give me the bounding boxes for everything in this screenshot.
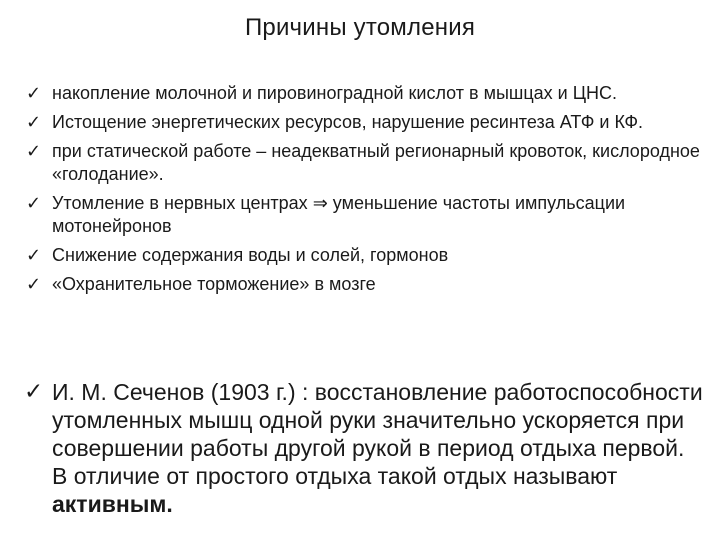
list-item: [28, 273, 708, 296]
list-item-text-before: Утомление в нервных центрах: [52, 193, 313, 213]
list-item: [28, 111, 708, 134]
list-item: [28, 244, 708, 267]
list-item-text: Снижение содержания воды и солей, гормонов: [52, 245, 449, 265]
slide-title: Причины утомления: [244, 14, 476, 41]
causes-list: [28, 82, 708, 302]
implies-arrow-icon: ⇒: [312, 193, 328, 214]
list-item-text: накопление молочной и пировиноградной кислот в мышцах и ЦНС.: [52, 83, 618, 103]
sechenov-item: [26, 378, 706, 518]
checkmark-icon: ✓: [26, 141, 42, 162]
checkmark-icon: ✓: [26, 83, 42, 104]
list-item-text: «Охранительное торможение» в мозге: [52, 274, 376, 294]
checkmark-icon: ✓: [26, 274, 42, 295]
sechenov-text: И. М. Сеченов (1903 г.) : восстановление работоспособности утомленных мышц одной руки значительно ускоряется при совершении работы другой рукой в период отдыха первой. В отличие от простого отдыха такой отдых называют: [52, 379, 703, 489]
sechenov-bold-term: активным.: [52, 491, 173, 517]
list-item: [28, 82, 708, 105]
list-item: [28, 192, 708, 238]
list-item: [28, 140, 708, 186]
checkmark-icon: ✓: [26, 193, 42, 214]
checkmark-icon: ✓: [26, 245, 42, 266]
checkmark-icon: ✓: [24, 379, 44, 405]
sechenov-list: [26, 378, 706, 518]
list-item-text-after: уменьшение частоты импульсации мотонейронов: [52, 193, 626, 236]
checkmark-icon: ✓: [26, 112, 42, 133]
list-item-text: при статической работе – неадекватный регионарный кровоток, кислородное «голодание».: [52, 141, 700, 184]
list-item-text: Истощение энергетических ресурсов, нарушение ресинтеза АТФ и КФ.: [52, 112, 644, 132]
